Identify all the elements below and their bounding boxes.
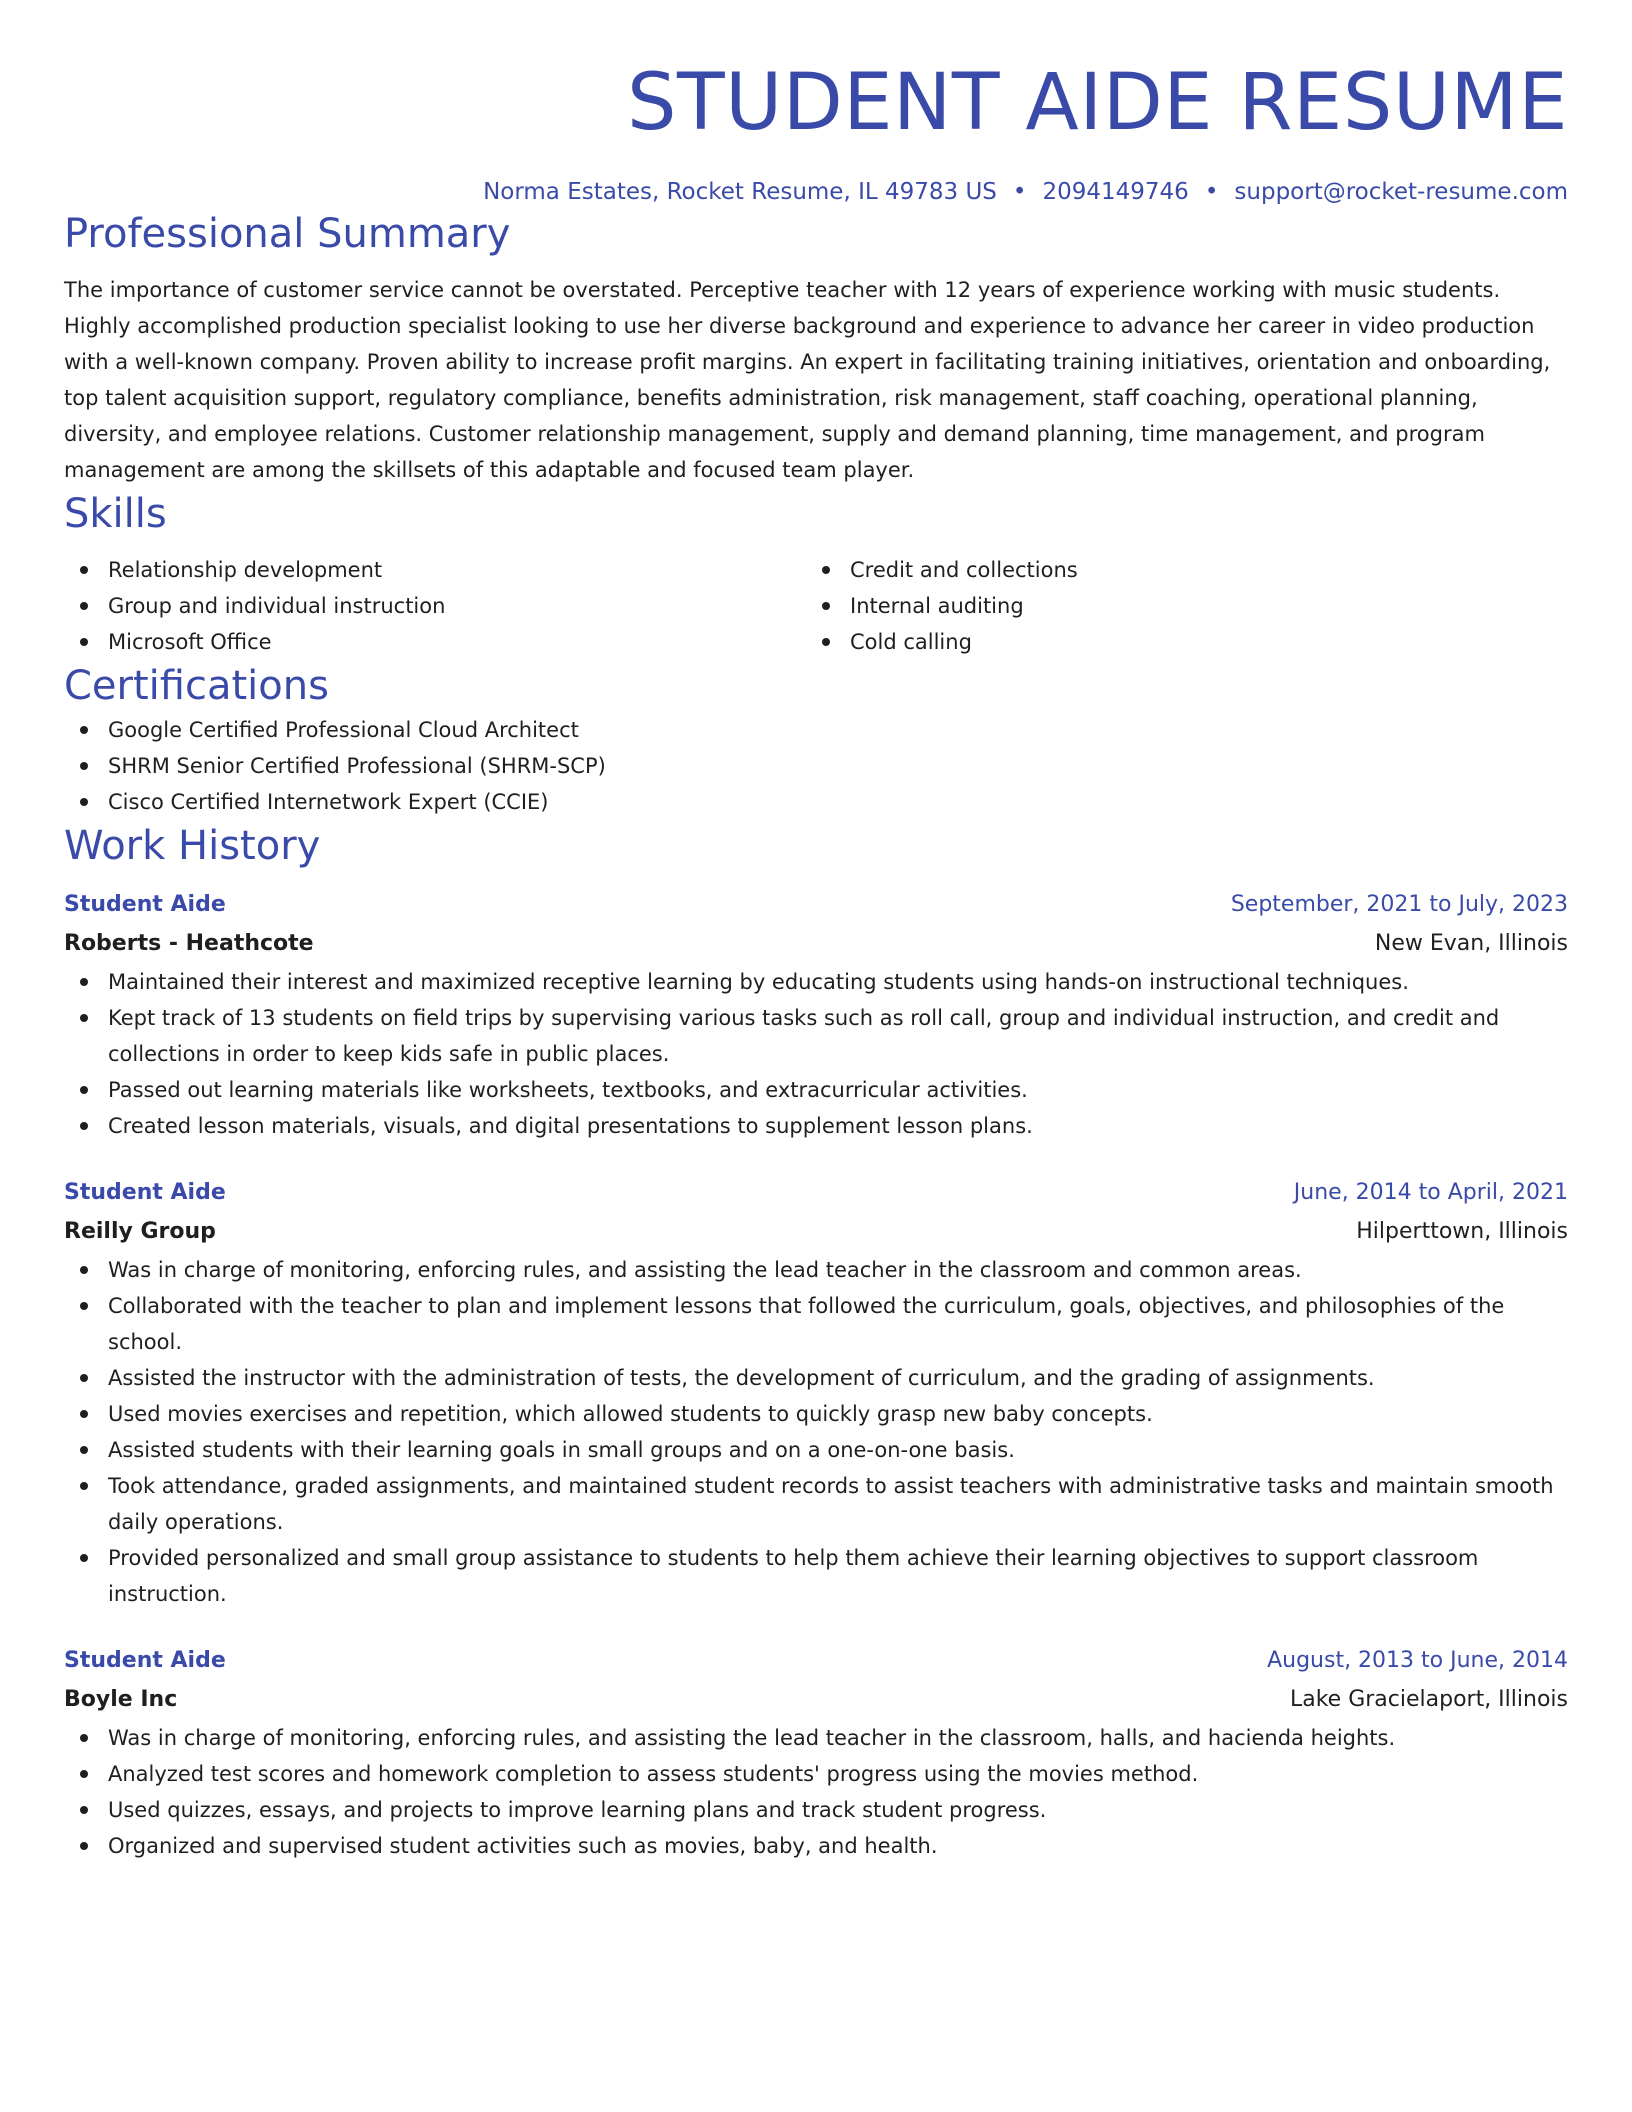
certification-item-text: SHRM Senior Certified Professional (SHRM-SCP) <box>108 754 606 778</box>
summary-text: The importance of customer service cannot be overstated. Perceptive teacher with 12 years of experience working with music students. Highly accomplished production specialist looking to use her diverse background and experience to advance her career in video production with a well-known company. Proven ability to increase profit margins. An expert in facilitating training initiatives, orientation and onboarding, top talent acquisition support, regulatory compliance, benefits administration, risk management, staff coaching, operational planning, diversity, and employee relations. Customer relationship management, supply and demand planning, time management, and program management are among the skillsets of this adaptable and focused team player. <box>64 278 1551 482</box>
skill-item-text: Credit and collections <box>850 558 1078 582</box>
job-duty-item-text: Assisted students with their learning goals in small groups and on a one-on-one basis. <box>108 1438 1015 1462</box>
job-dates: June, 2014 to April, 2021 <box>1293 1180 1568 1205</box>
bullet-icon <box>80 798 88 806</box>
job-dates: September, 2021 to July, 2023 <box>1230 892 1568 917</box>
skill-item <box>64 552 806 588</box>
job-duty-item <box>64 1432 1568 1468</box>
work-history-list <box>64 886 1568 1864</box>
job-duty-item <box>64 1288 1568 1360</box>
job-duty-item-text: Organized and supervised student activities such as movies, baby, and health. <box>108 1834 938 1858</box>
job-duties-list <box>64 964 1568 1144</box>
skill-item-text: Microsoft Office <box>108 630 272 654</box>
job-duty-item <box>64 1540 1568 1612</box>
bullet-icon <box>80 762 88 770</box>
job-company: Roberts - Heathcote <box>64 931 314 956</box>
contact-address: Norma Estates, Rocket Resume, IL 49783 US <box>483 179 997 205</box>
certification-item <box>64 784 1568 820</box>
job-title-row <box>64 1174 1568 1212</box>
bullet-icon <box>80 1554 88 1562</box>
job-duty-item-text: Analyzed test scores and homework completion to assess students' progress using the movies method. <box>108 1762 1199 1786</box>
skill-item-text: Internal auditing <box>850 594 1024 618</box>
skills-list-left <box>64 552 806 660</box>
job-duty-item <box>64 1828 1568 1864</box>
contact-phone: 2094149746 <box>1042 179 1189 205</box>
bullet-icon <box>80 1842 88 1850</box>
job-duty-item <box>64 1252 1568 1288</box>
job-title-row <box>64 1642 1568 1680</box>
bullet-icon <box>822 602 830 610</box>
work-history-heading: Work History <box>64 823 321 869</box>
bullet-icon <box>80 1302 88 1310</box>
job-company-row <box>64 1212 1568 1252</box>
bullet-icon <box>80 638 88 646</box>
job-duty-item-text: Created lesson materials, visuals, and digital presentations to supplement lesson plans. <box>108 1114 1033 1138</box>
job-location: Lake Gracielaport, Illinois <box>1289 1687 1568 1712</box>
contact-separator: • <box>1012 179 1027 205</box>
contact-separator: • <box>1204 179 1219 205</box>
certification-item <box>64 748 1568 784</box>
bullet-icon <box>80 1014 88 1022</box>
certification-item-text: Cisco Certified Internetwork Expert (CCIE) <box>108 790 549 814</box>
skills-heading: Skills <box>64 491 167 537</box>
job-entry <box>64 1174 1568 1612</box>
job-duty-item-text: Used movies exercises and repetition, which allowed students to quickly grasp new baby concepts. <box>108 1402 1153 1426</box>
skill-item-text: Relationship development <box>108 558 383 582</box>
job-title: Student Aide <box>64 1648 226 1673</box>
contact-line <box>64 176 1568 208</box>
bullet-icon <box>80 1086 88 1094</box>
certification-item <box>64 712 1568 748</box>
job-company: Reilly Group <box>64 1219 216 1244</box>
job-duty-item <box>64 1108 1568 1144</box>
skill-item-text: Group and individual instruction <box>108 594 446 618</box>
skill-item-text: Cold calling <box>850 630 972 654</box>
job-title: Student Aide <box>64 892 226 917</box>
job-title: Student Aide <box>64 1180 226 1205</box>
bullet-icon <box>80 1482 88 1490</box>
resume-title: STUDENT AIDE RESUME <box>626 58 1568 148</box>
skills-column-right <box>806 552 1548 660</box>
bullet-icon <box>80 602 88 610</box>
job-duties-list <box>64 1720 1568 1864</box>
job-duty-item <box>64 1396 1568 1432</box>
job-duty-item-text: Was in charge of monitoring, enforcing rules, and assisting the lead teacher in the classroom, halls, and hacienda heights. <box>108 1726 1396 1750</box>
job-duty-item <box>64 1360 1568 1396</box>
bullet-icon <box>80 1410 88 1418</box>
job-duty-item <box>64 1072 1568 1108</box>
bullet-icon <box>80 1446 88 1454</box>
job-duty-item <box>64 1756 1568 1792</box>
certifications-heading: Certifications <box>64 663 329 709</box>
bullet-icon <box>80 1266 88 1274</box>
skill-item <box>806 588 1548 624</box>
job-location: New Evan, Illinois <box>1374 931 1568 956</box>
job-duty-item <box>64 1000 1568 1072</box>
job-duty-item <box>64 1720 1568 1756</box>
skills-grid <box>64 552 1568 660</box>
job-company-row <box>64 1680 1568 1720</box>
job-duty-item <box>64 964 1568 1000</box>
job-duty-item-text: Passed out learning materials like worksheets, textbooks, and extracurricular activities. <box>108 1078 1028 1102</box>
bullet-icon <box>822 638 830 646</box>
bullet-icon <box>822 566 830 574</box>
certifications-list <box>64 712 1568 820</box>
skill-item <box>806 552 1548 588</box>
certification-item-text: Google Certified Professional Cloud Architect <box>108 718 579 742</box>
contact-email[interactable]: support@rocket-resume.com <box>1234 179 1568 205</box>
job-duty-item-text: Collaborated with the teacher to plan and implement lessons that followed the curriculum, goals, objectives, and philosophies of the school. <box>108 1294 1505 1354</box>
job-entry <box>64 1642 1568 1864</box>
bullet-icon <box>80 726 88 734</box>
job-company-row <box>64 924 1568 964</box>
job-company: Boyle Inc <box>64 1687 178 1712</box>
job-entry <box>64 886 1568 1144</box>
skills-list-right <box>806 552 1548 660</box>
skill-item <box>806 624 1548 660</box>
resume-page <box>64 48 1568 1864</box>
job-title-row <box>64 886 1568 924</box>
job-duty-item-text: Provided personalized and small group assistance to students to help them achieve their learning objectives to support classroom instruction. <box>108 1546 1479 1606</box>
skills-column-left <box>64 552 806 660</box>
job-duty-item-text: Assisted the instructor with the administration of tests, the development of curriculum, and the grading of assignments. <box>108 1366 1375 1390</box>
job-duties-list <box>64 1252 1568 1612</box>
bullet-icon <box>80 1770 88 1778</box>
job-duty-item-text: Used quizzes, essays, and projects to improve learning plans and track student progress. <box>108 1798 1047 1822</box>
job-duty-item-text: Was in charge of monitoring, enforcing rules, and assisting the lead teacher in the classroom and common areas. <box>108 1258 1302 1282</box>
skill-item <box>64 588 806 624</box>
job-location: Hilperttown, Illinois <box>1356 1219 1568 1244</box>
job-duty-item <box>64 1792 1568 1828</box>
bullet-icon <box>80 978 88 986</box>
job-dates: August, 2013 to June, 2014 <box>1267 1648 1568 1673</box>
bullet-icon <box>80 1806 88 1814</box>
bullet-icon <box>80 1122 88 1130</box>
job-duty-item-text: Kept track of 13 students on field trips by supervising various tasks such as roll call, group and individual instruction, and credit and collections in order to keep kids safe in public places. <box>108 1006 1500 1066</box>
skill-item <box>64 624 806 660</box>
summary-heading: Professional Summary <box>64 211 511 257</box>
bullet-icon <box>80 1734 88 1742</box>
job-duty-item-text: Took attendance, graded assignments, and maintained student records to assist teachers with administrative tasks and maintain smooth daily operations. <box>108 1474 1554 1534</box>
job-duty-item-text: Maintained their interest and maximized receptive learning by educating students using hands-on instructional techniques. <box>108 970 1409 994</box>
bullet-icon <box>80 566 88 574</box>
bullet-icon <box>80 1374 88 1382</box>
job-duty-item <box>64 1468 1568 1540</box>
